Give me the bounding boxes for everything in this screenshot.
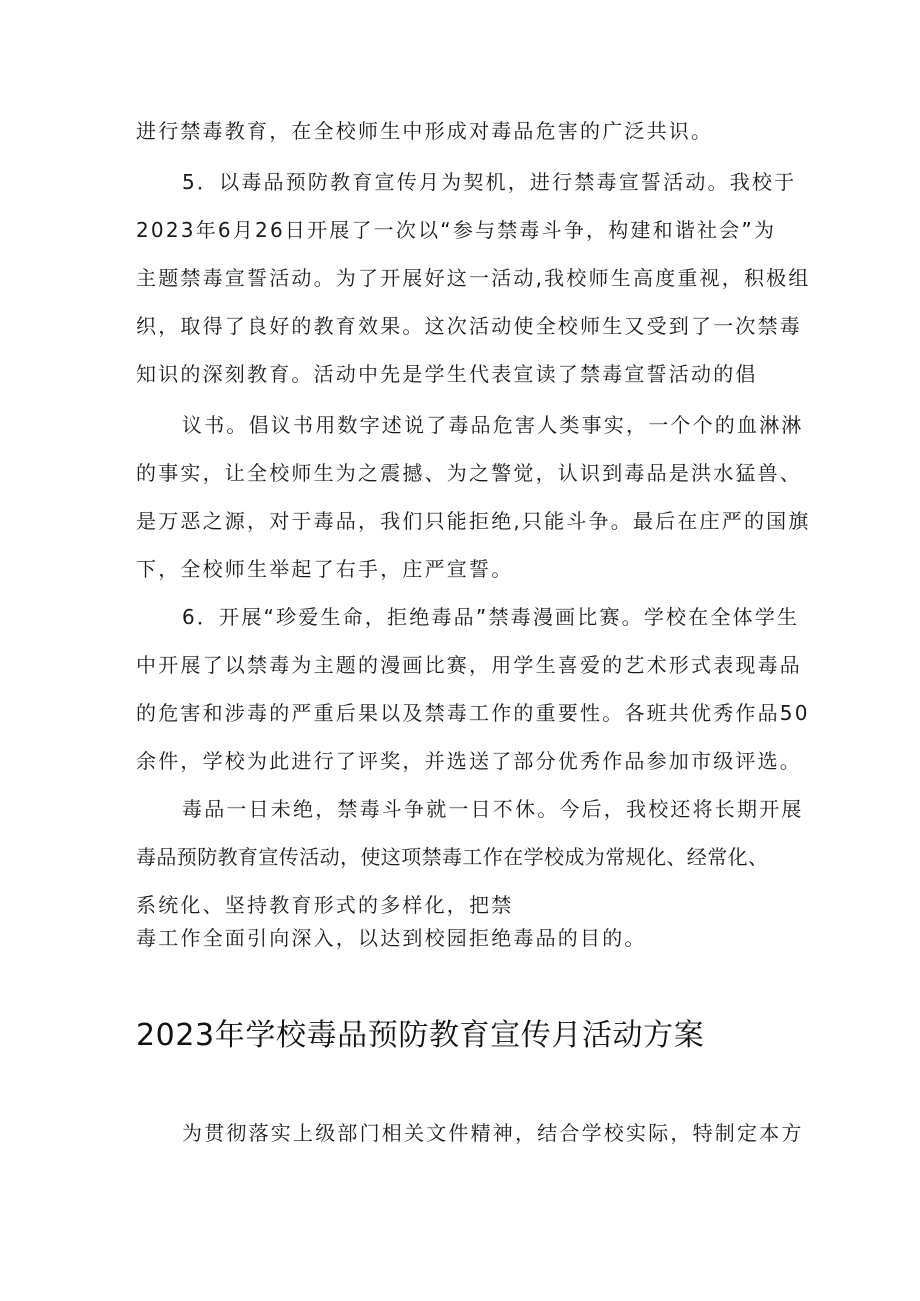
- body-line-3: 2023年6月26日开展了一次以“参与禁毒斗争，构建和谐社会”为: [136, 218, 777, 242]
- body-line-17: 系统化、坚持教育形式的多样化，把禁: [136, 893, 514, 917]
- body-line-18: 毒工作全面引向深入，以达到校园拒绝毒品的目的。: [136, 926, 647, 950]
- body-line-16: 毒品预防教育宣传活动，使这项禁毒工作在学校成为常规化、经常化、: [136, 845, 769, 869]
- body-line-11: 6．开展“珍爱生命，拒绝毒品”禁毒漫画比赛。学校在全体学生: [182, 605, 800, 629]
- body-line-10: 下，全校师生举起了右手，庄严宣誓。: [136, 557, 514, 581]
- body-line-9: 是万恶之源，对于毒品，我们只能拒绝,只能斗争。最后在庄严的国旗: [136, 509, 811, 533]
- section-heading: 2023年学校毒品预防教育宣传月活动方案: [136, 1018, 705, 1053]
- body-line-7: 议书。倡议书用数字述说了毒品危害人类事实，一个个的血淋淋: [182, 413, 804, 437]
- intro-line: 为贯彻落实上级部门相关文件精神，结合学校实际，特制定本方: [182, 1121, 804, 1145]
- body-line-14: 余件，学校为此进行了评奖，并选送了部分优秀作品参加市级评选。: [136, 749, 802, 773]
- body-line-2: 5．以毒品预防教育宣传月为契机，进行禁毒宣誓活动。我校于: [182, 170, 797, 194]
- body-line-13: 的危害和涉毒的严重后果以及禁毒工作的重要性。各班共优秀作品50: [136, 701, 810, 725]
- body-line-8: 的事实，让全校师生为之震撼、为之警觉，认识到毒品是洪水猛兽、: [136, 461, 802, 485]
- body-line-1: 进行禁毒教育，在全校师生中形成对毒品危害的广泛共识。: [136, 119, 714, 143]
- body-line-5: 织，取得了良好的教育效果。这次活动使全校师生又受到了一次禁毒: [136, 314, 802, 338]
- body-line-4: 主题禁毒宣誓活动。为了开展好这一活动,我校师生高度重视，积极组: [136, 266, 811, 290]
- body-line-15: 毒品一日未绝，禁毒斗争就一日不休。今后，我校还将长期开展: [182, 797, 804, 821]
- body-line-12: 中开展了以禁毒为主题的漫画比赛，用学生喜爱的艺术形式表现毒品: [136, 653, 802, 677]
- body-line-6: 知识的深刻教育。活动中先是学生代表宣读了禁毒宣誓活动的倡: [136, 362, 758, 386]
